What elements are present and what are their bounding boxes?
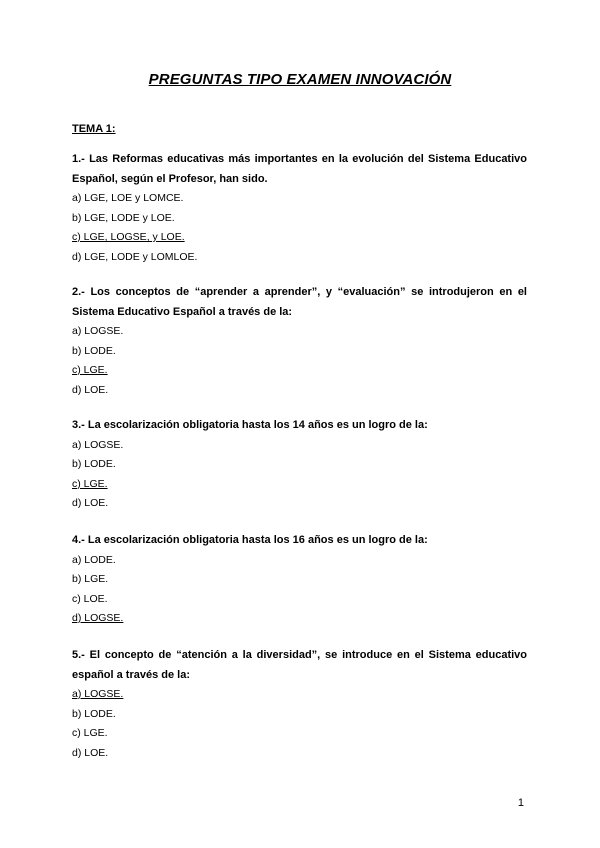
answer-option: b) LODE. (72, 458, 116, 470)
question-text: 5.- El concepto de “atención a la diversidad”, se introduce en el Sistema educativo español a través de la: (72, 649, 527, 681)
answer-option: d) LOE. (72, 497, 109, 509)
answer-option: b) LGE, LODE y LOE. (72, 211, 175, 224)
answer-option: a) LOGSE. (72, 325, 124, 337)
page-number: 1 (517, 797, 524, 809)
answer-option: a) LGE, LOE y LOMCE. (72, 192, 184, 204)
answer-option: c) LOE. (72, 592, 108, 605)
answer-option: d) LGE, LODE y LOMLOE. (72, 250, 198, 263)
answer-option-correct: c) LGE. (72, 364, 108, 376)
question-4 (72, 531, 527, 629)
answer-option: a) LODE. (72, 553, 116, 566)
answer-option: b) LODE. (72, 344, 116, 357)
answer-option: b) LGE. (72, 573, 109, 585)
question-text: 4.- La escolarización obligatoria hasta los 16 años es un logro de la: (72, 534, 428, 546)
answer-option: a) LOGSE. (72, 438, 124, 451)
answer-option: d) LOE. (72, 383, 109, 396)
answer-option: c) LGE. (72, 727, 108, 739)
question-5 (72, 646, 527, 763)
question-text: 1.- Las Reformas educativas más importantes en la evolución del Sistema Educativo Español, según el Profesor, han sido. (72, 153, 527, 185)
answer-option: b) LODE. (72, 707, 116, 720)
question-text: 2.- Los conceptos de “aprender a aprender”, y “evaluación” se introdujeron en el Sistema Educativo Español a través de la: (72, 286, 527, 318)
question-1 (72, 150, 527, 267)
answer-option-correct: c) LGE. (72, 477, 108, 490)
question-2 (72, 283, 527, 400)
answer-option-correct: d) LOGSE. (72, 612, 124, 624)
question-text: 3.- La escolarización obligatoria hasta los 14 años es un logro de la: (72, 419, 428, 431)
answer-option: d) LOE. (72, 746, 109, 759)
section-heading: TEMA 1: (72, 123, 116, 135)
answer-option-correct: a) LOGSE. (72, 688, 124, 700)
page-title: PREGUNTAS TIPO EXAMEN INNOVACIÓN (148, 71, 452, 88)
question-3 (72, 416, 527, 514)
answer-option-correct: c) LGE, LOGSE, y LOE. (72, 231, 185, 243)
